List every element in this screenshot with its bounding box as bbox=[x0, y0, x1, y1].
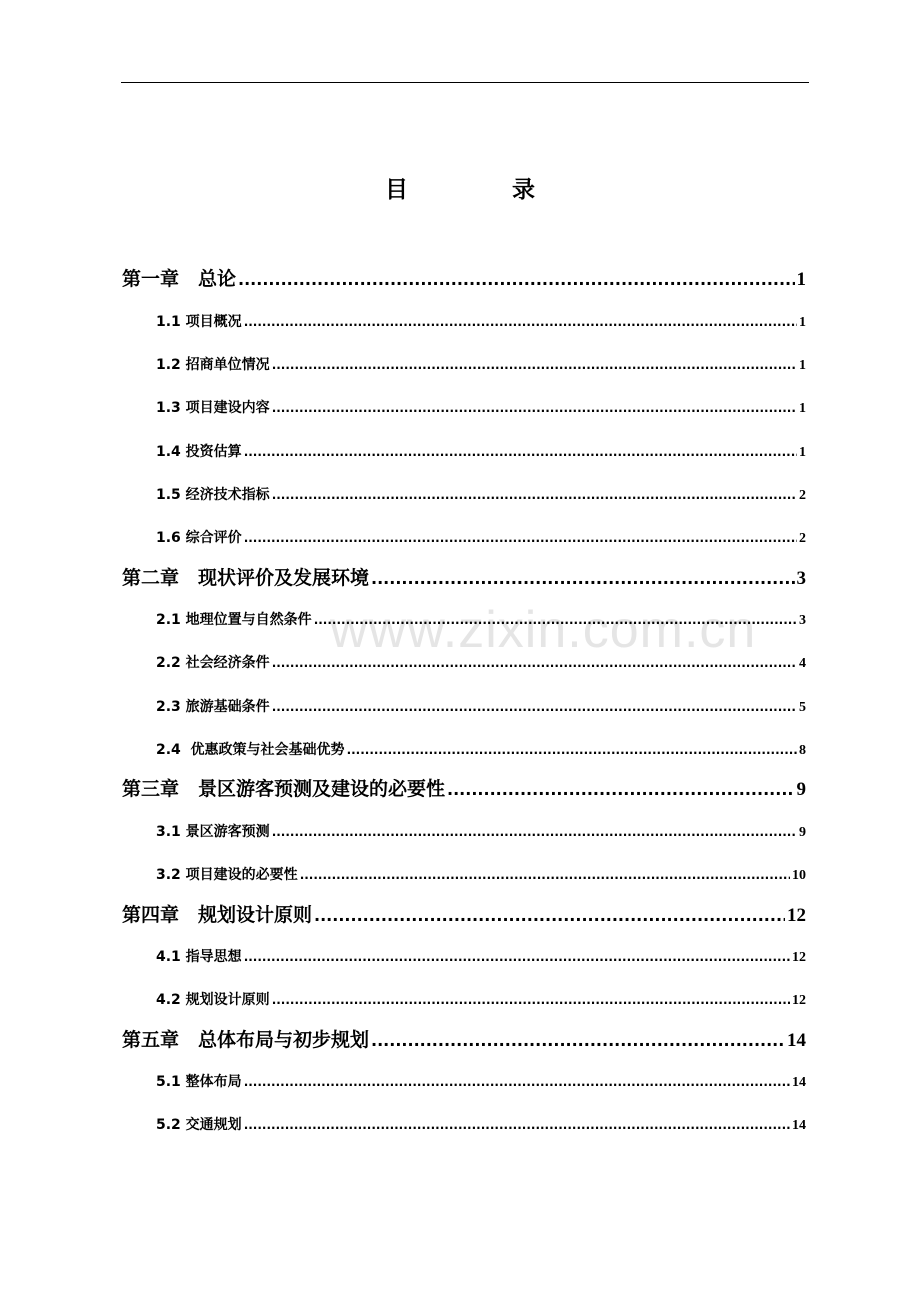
toc-entry-page: 3 bbox=[799, 613, 806, 628]
toc-entry-label: 2.2 社会经济条件 bbox=[156, 655, 270, 671]
toc-entry-label: 5.1 整体布局 bbox=[156, 1074, 242, 1090]
toc-leader-dots bbox=[244, 947, 790, 967]
toc-entry-section-2-1[interactable] bbox=[156, 610, 806, 631]
toc-leader-dots bbox=[371, 567, 794, 591]
toc-leader-dots bbox=[347, 740, 797, 760]
toc-entry-section-1-4[interactable] bbox=[156, 442, 806, 463]
toc-entry-label: 1.5 经济技术指标 bbox=[156, 487, 270, 503]
toc-entry-section-4-2[interactable] bbox=[156, 990, 806, 1011]
toc-entry-section-3-1[interactable] bbox=[156, 822, 806, 843]
toc-entry-label: 2.1 地理位置与自然条件 bbox=[156, 612, 312, 628]
toc-entry-section-2-4[interactable] bbox=[156, 740, 806, 761]
toc-entry-label: 第一章 总论 bbox=[122, 268, 237, 290]
toc-entry-page: 1 bbox=[799, 445, 806, 460]
toc-entry-label: 1.2 招商单位情况 bbox=[156, 357, 270, 373]
toc-leader-dots bbox=[447, 778, 794, 802]
toc-entry-page: 1 bbox=[799, 358, 806, 373]
header-rule bbox=[121, 82, 809, 83]
toc-leader-dots bbox=[272, 485, 797, 505]
toc-entry-section-1-6[interactable] bbox=[156, 528, 806, 549]
toc-leader-dots bbox=[244, 312, 797, 332]
toc-entry-section-1-3[interactable] bbox=[156, 398, 806, 419]
toc-leader-dots bbox=[272, 355, 797, 375]
toc-entry-label: 第三章 景区游客预测及建设的必要性 bbox=[122, 778, 446, 800]
toc-leader-dots bbox=[238, 268, 794, 292]
toc-entry-section-4-1[interactable] bbox=[156, 947, 806, 968]
toc-entry-label: 第二章 现状评价及发展环境 bbox=[122, 567, 370, 589]
toc-entry-page: 14 bbox=[792, 1075, 806, 1090]
toc-entry-page: 14 bbox=[792, 1118, 806, 1133]
toc-leader-dots bbox=[244, 528, 797, 548]
toc-entry-page: 9 bbox=[796, 779, 806, 800]
toc-entry-label: 1.3 项目建设内容 bbox=[156, 400, 270, 416]
toc-entry-label: 2.3 旅游基础条件 bbox=[156, 699, 270, 715]
toc-leader-dots bbox=[272, 398, 797, 418]
toc-entry-page: 4 bbox=[799, 656, 806, 671]
toc-entry-section-1-2[interactable] bbox=[156, 355, 806, 376]
toc-leader-dots bbox=[272, 697, 797, 717]
toc-entry-label: 1.1 项目概况 bbox=[156, 314, 242, 330]
toc-entry-label: 3.2 项目建设的必要性 bbox=[156, 867, 298, 883]
toc-leader-dots bbox=[314, 610, 797, 630]
toc-entry-chapter-4[interactable] bbox=[122, 903, 806, 928]
toc-entry-page: 5 bbox=[799, 700, 806, 715]
toc-entry-chapter-2[interactable] bbox=[122, 566, 806, 591]
toc-leader-dots bbox=[244, 442, 797, 462]
toc-leader-dots bbox=[272, 822, 797, 842]
toc-entry-label: 5.2 交通规划 bbox=[156, 1117, 242, 1133]
toc-leader-dots bbox=[371, 1029, 785, 1053]
toc-entry-page: 1 bbox=[799, 315, 806, 330]
toc-entry-page: 12 bbox=[792, 950, 806, 965]
toc-entry-label: 第五章 总体布局与初步规划 bbox=[122, 1029, 370, 1051]
toc-entry-page: 3 bbox=[796, 568, 806, 589]
toc-entry-chapter-5[interactable] bbox=[122, 1028, 806, 1053]
toc-entry-label: 4.2 规划设计原则 bbox=[156, 992, 270, 1008]
toc-entry-page: 10 bbox=[792, 868, 806, 883]
toc-entry-label: 第四章 规划设计原则 bbox=[122, 904, 313, 926]
toc-entry-chapter-1[interactable] bbox=[122, 267, 806, 292]
toc-leader-dots bbox=[244, 1072, 790, 1092]
toc-entry-section-2-2[interactable] bbox=[156, 653, 806, 674]
watermark: www.zixin.com.cn bbox=[330, 601, 757, 659]
toc-entry-section-5-1[interactable] bbox=[156, 1072, 806, 1093]
toc-entry-section-3-2[interactable] bbox=[156, 865, 806, 886]
page-title: 目 录 bbox=[384, 177, 583, 203]
toc-entry-page: 12 bbox=[792, 993, 806, 1008]
toc-entry-label: 3.1 景区游客预测 bbox=[156, 824, 270, 840]
toc-entry-label: 4.1 指导思想 bbox=[156, 949, 242, 965]
toc-entry-page: 8 bbox=[799, 743, 806, 758]
toc-entry-page: 1 bbox=[796, 269, 806, 290]
toc-entry-page: 2 bbox=[799, 531, 806, 546]
toc-entry-page: 2 bbox=[799, 488, 806, 503]
toc-entry-section-1-5[interactable] bbox=[156, 485, 806, 506]
toc-entry-chapter-3[interactable] bbox=[122, 777, 806, 802]
toc-entry-page: 12 bbox=[787, 905, 806, 926]
toc-entry-page: 9 bbox=[799, 825, 806, 840]
toc-entry-label: 1.6 综合评价 bbox=[156, 530, 242, 546]
toc-leader-dots bbox=[300, 865, 790, 885]
toc-leader-dots bbox=[272, 653, 797, 673]
toc-entry-section-2-3[interactable] bbox=[156, 697, 806, 718]
toc-leader-dots bbox=[244, 1115, 790, 1135]
toc-leader-dots bbox=[272, 990, 790, 1010]
toc-entry-page: 14 bbox=[787, 1030, 806, 1051]
toc-entry-section-5-2[interactable] bbox=[156, 1115, 806, 1136]
toc-entry-label: 1.4 投资估算 bbox=[156, 444, 242, 460]
toc-leader-dots bbox=[314, 904, 785, 928]
toc-entry-label: 2.4 优惠政策与社会基础优势 bbox=[156, 742, 345, 758]
toc-entry-section-1-1[interactable] bbox=[156, 312, 806, 333]
toc-entry-page: 1 bbox=[799, 401, 806, 416]
